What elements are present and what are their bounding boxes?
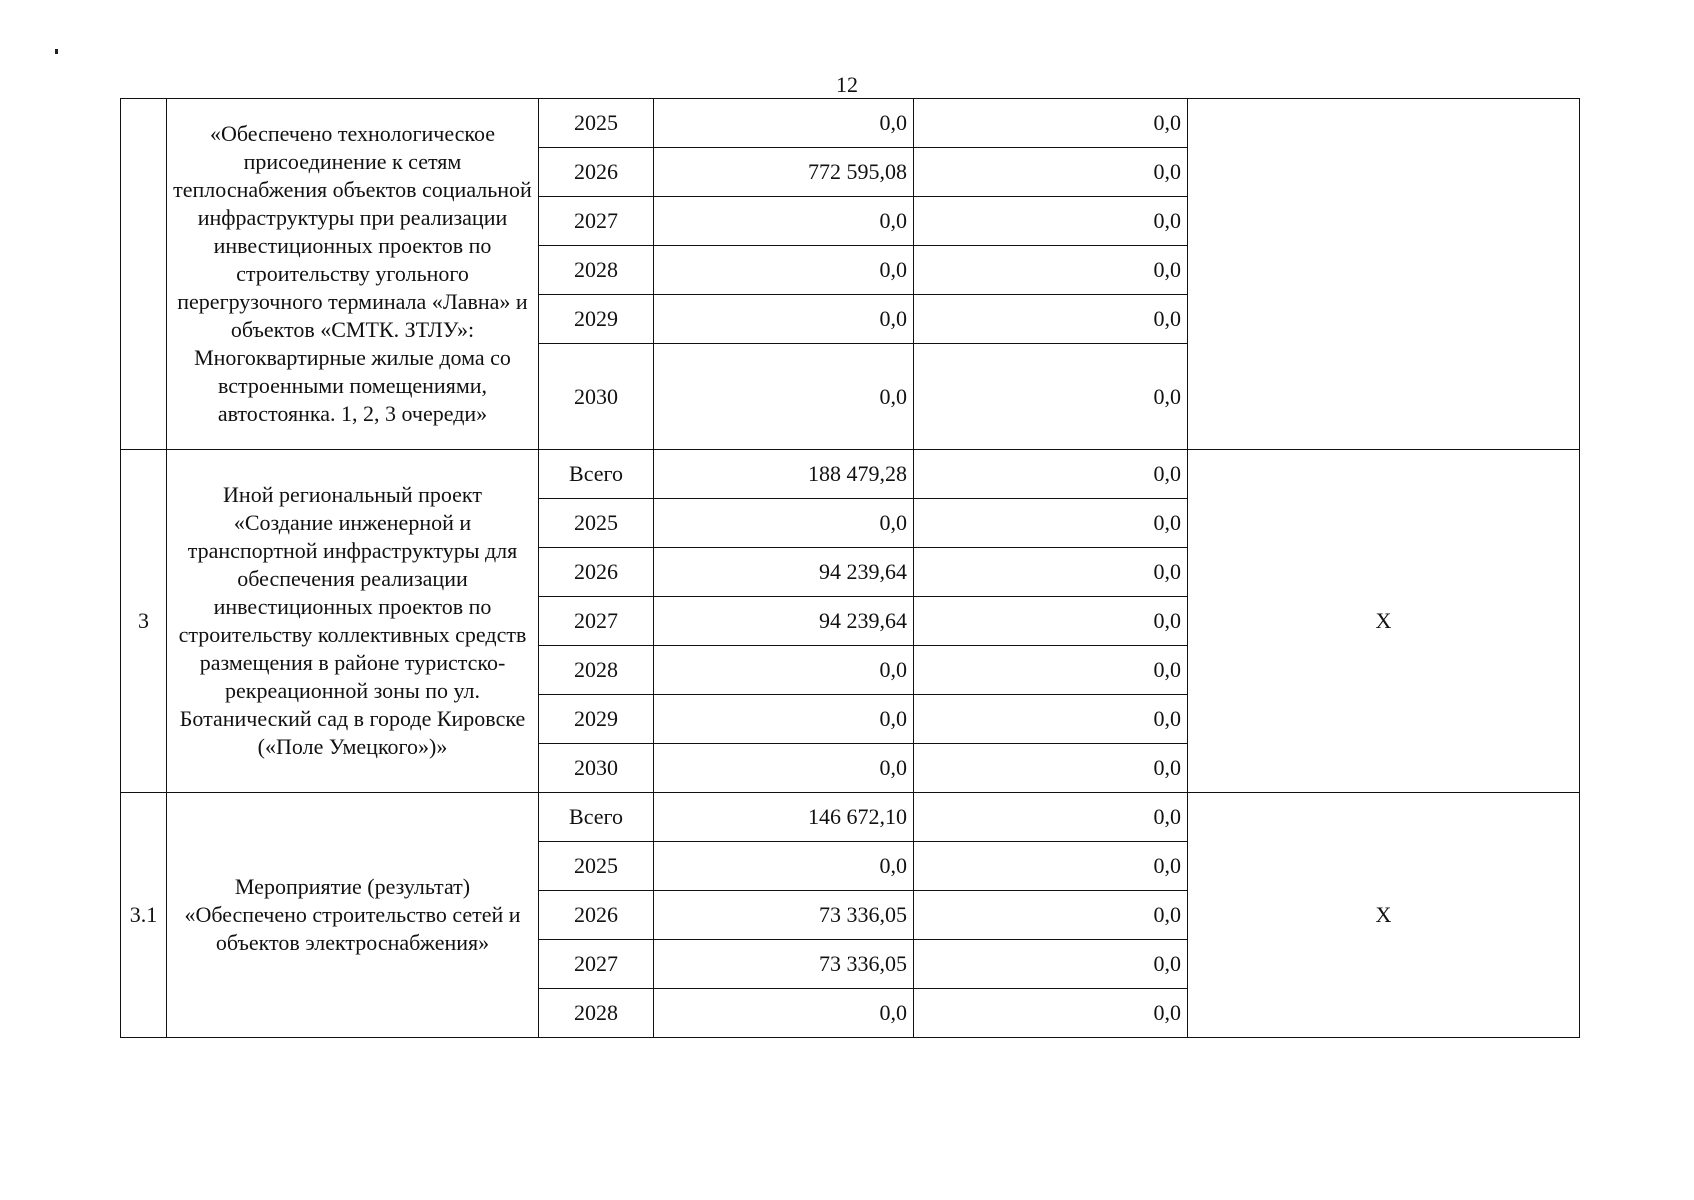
amount-total-cell: 73 336,05 (654, 891, 914, 940)
amount-total-cell: 0,0 (654, 695, 914, 744)
amount-secondary-cell: 0,0 (914, 842, 1188, 891)
amount-secondary-cell: 0,0 (914, 597, 1188, 646)
amount-total-cell: 0,0 (654, 744, 914, 793)
item-description-cell: Мероприятие (результат) «Обеспечено строительство сетей и объектов электроснабжения» (167, 793, 539, 1038)
year-cell: 2026 (539, 148, 654, 197)
amount-total-cell: 188 479,28 (654, 450, 914, 499)
year-cell: 2027 (539, 197, 654, 246)
amount-total-cell: 94 239,64 (654, 597, 914, 646)
year-cell: 2025 (539, 99, 654, 148)
amount-secondary-cell: 0,0 (914, 246, 1188, 295)
amount-total-cell: 0,0 (654, 989, 914, 1038)
year-cell: 2029 (539, 295, 654, 344)
year-cell: Всего (539, 793, 654, 842)
year-cell: 2030 (539, 344, 654, 450)
amount-total-cell: 0,0 (654, 646, 914, 695)
year-cell: 2027 (539, 597, 654, 646)
item-description-cell: Иной региональный проект «Создание инженерной и транспортной инфраструктуры для обеспечения реализации инвестиционных проектов по строительству коллективных средств размещения в районе туристско-рекреационной зоны по ул. Ботанический сад в городе Кировске («Поле Умецкого»)» (167, 450, 539, 793)
year-cell: 2028 (539, 246, 654, 295)
amount-secondary-cell: 0,0 (914, 548, 1188, 597)
mark-cell (1188, 99, 1580, 450)
amount-secondary-cell: 0,0 (914, 344, 1188, 450)
amount-secondary-cell: 0,0 (914, 148, 1188, 197)
amount-total-cell: 146 672,10 (654, 793, 914, 842)
budget-table (120, 98, 1580, 1038)
table-row (121, 99, 1580, 148)
year-cell: 2028 (539, 646, 654, 695)
scan-artifact-dot (55, 49, 58, 54)
budget-table-body (121, 99, 1580, 1038)
table-row (121, 793, 1580, 842)
amount-secondary-cell: 0,0 (914, 695, 1188, 744)
year-cell: 2026 (539, 891, 654, 940)
amount-secondary-cell: 0,0 (914, 295, 1188, 344)
item-description-cell: «Обеспечено технологическое присоединение к сетям теплоснабжения объектов социальной инфраструктуры при реализации инвестиционных проектов по строительству угольного перегрузочного терминала «Лавна» и объектов «СМТК. ЗТЛУ»: Многоквартирные жилые дома со встроенными помещениями, автостоянка. 1, 2, 3 очереди» (167, 99, 539, 450)
year-cell: 2030 (539, 744, 654, 793)
table-row (121, 450, 1580, 499)
mark-cell: X (1188, 450, 1580, 793)
item-number-cell: 3.1 (121, 793, 167, 1038)
amount-total-cell: 0,0 (654, 99, 914, 148)
amount-secondary-cell: 0,0 (914, 450, 1188, 499)
page-number: 12 (836, 72, 858, 97)
item-number-cell: 3 (121, 450, 167, 793)
amount-total-cell: 0,0 (654, 246, 914, 295)
amount-total-cell: 772 595,08 (654, 148, 914, 197)
year-cell: 2026 (539, 548, 654, 597)
amount-secondary-cell: 0,0 (914, 99, 1188, 148)
year-cell: 2029 (539, 695, 654, 744)
amount-secondary-cell: 0,0 (914, 744, 1188, 793)
amount-total-cell: 0,0 (654, 344, 914, 450)
amount-total-cell: 73 336,05 (654, 940, 914, 989)
amount-total-cell: 0,0 (654, 842, 914, 891)
amount-secondary-cell: 0,0 (914, 891, 1188, 940)
year-cell: 2025 (539, 842, 654, 891)
amount-total-cell: 0,0 (654, 295, 914, 344)
amount-total-cell: 0,0 (654, 197, 914, 246)
amount-total-cell: 94 239,64 (654, 548, 914, 597)
amount-secondary-cell: 0,0 (914, 197, 1188, 246)
amount-total-cell: 0,0 (654, 499, 914, 548)
year-cell: 2025 (539, 499, 654, 548)
amount-secondary-cell: 0,0 (914, 793, 1188, 842)
amount-secondary-cell: 0,0 (914, 646, 1188, 695)
amount-secondary-cell: 0,0 (914, 989, 1188, 1038)
year-cell: 2027 (539, 940, 654, 989)
amount-secondary-cell: 0,0 (914, 499, 1188, 548)
amount-secondary-cell: 0,0 (914, 940, 1188, 989)
item-number-cell (121, 99, 167, 450)
year-cell: Всего (539, 450, 654, 499)
mark-cell: X (1188, 793, 1580, 1038)
year-cell: 2028 (539, 989, 654, 1038)
